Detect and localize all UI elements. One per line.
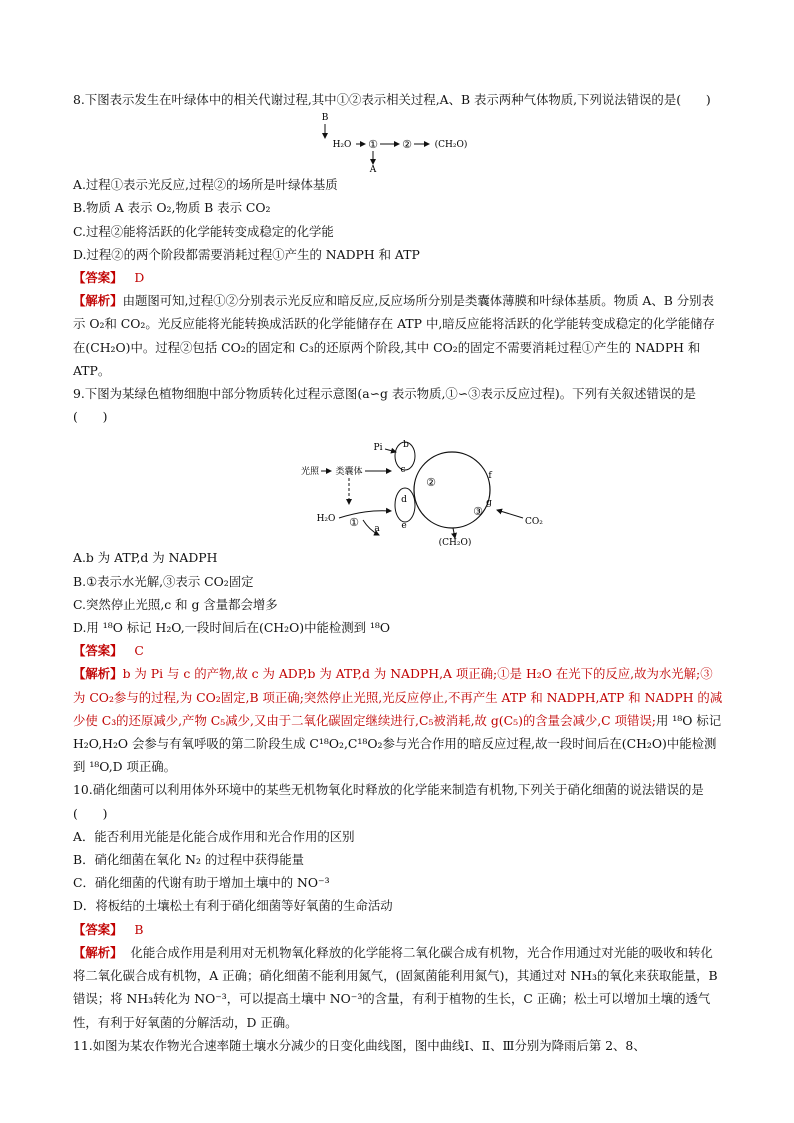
q9-label-c: c [400, 465, 406, 476]
q10-answer [73, 918, 725, 941]
q8-analysis [73, 289, 725, 382]
q9-answer [73, 639, 725, 662]
q9-analysis-red: b 为 Pi 与 c 的产物,故 c 为 ADP,b 为 ATP,d 为 NADPH,A 项正确;①是 H₂O 在光下的反应,故为水光解;③为 CO₂参与的过程,为 CO₂固定,B 项正确;突然停止光照,光反应停止,不再产生 ATP 和 NADPH,ATP 和 NADPH 的减少使 C₃的还原减少,产物 C₅减少,又由于二氧化碳固定继续进行,C₅被消耗,故 g(C₅)的含量会减少,C 项错误; [73, 666, 723, 728]
q10-stem: 10.硝化细菌可以利用体外环境中的某些无机物氧化时释放的化学能来制造有机物,下列关于硝化细菌的说法错误的是( ) [73, 782, 704, 821]
q9-stem: 9.下图为某绿色植物细胞中部分物质转化过程示意图(a∽g 表示物质,①∽③表示反应过程)。下列有关叙述错误的是( ) [73, 386, 697, 425]
q9-label-ch2o: (CH₂O) [438, 538, 472, 547]
q9-option-a: A.b 为 ATP,d 为 NADPH [73, 550, 218, 566]
q8-analysis-text: 由题图可知,过程①②分别表示光反应和暗反应,反应场所分别是类囊体薄膜和叶绿体基质。物质 A、B 分别表示 O₂和 CO₂。光反应能将光能转换成活跃的化学能储存在 ATP 中,暗反应能将活跃的化学能转变成稳定的化学能储存在(CH₂O)中。过程②包括 CO₂的固定和 C₃的还原两个阶段,其中 CO₂的固定不需要消耗过程①产生的 NADPH 和 ATP。 [73, 293, 715, 378]
q8-label-a: A [369, 165, 377, 174]
q10-option-d: D．将板结的土壤松土有利于硝化细菌等好氧菌的生命活动 [73, 898, 393, 914]
q9-analysis [73, 662, 725, 778]
q9-nadph-cycle [395, 488, 415, 522]
q9-label-c3: ③ [473, 505, 483, 519]
q9-label-thylakoid: 类囊体 [335, 467, 363, 478]
q9-arrow-h2o [339, 511, 391, 518]
q8-diagram-svg [73, 111, 725, 173]
q9-diagram [73, 428, 725, 546]
q8-option-a: A.过程①表示光反应,过程②的场所是叶绿体基质 [73, 177, 338, 193]
q9-label-e: e [401, 521, 407, 532]
q9-label-co2: CO₂ [525, 517, 543, 528]
q8-label-c1: ① [368, 138, 378, 152]
q10-option-a: A．能否利用光能是化能合成作用和光合作用的区别 [73, 828, 355, 844]
q8-label-b: B [321, 113, 329, 124]
q9-label-c1: ① [349, 516, 359, 530]
q10-option-b: B．硝化细菌在氧化 N₂ 的过程中获得能量 [73, 852, 305, 868]
q9-arrow-ch2o [453, 528, 455, 538]
q9-label-f: f [488, 471, 492, 482]
q10-analysis-text: 化能合成作用是利用对无机物氧化释放的化学能将二氧化碳合成有机物，光合作用通过对光能的吸收和转化将二氧化碳合成有机物，A 正确；硝化细菌不能利用氮气，(固氮菌能利用氮气)，其通过对 NH₃的氧化来获取能量，B 错误；将 NH₃转化为 NO⁻³，可以提高土壤中 NO⁻³的含量，有利于植物的生长，C 正确；松土可以增加土壤的透气性，有利于好氧菌的分解活动，D 正确。 [73, 944, 718, 1030]
q9-arrow-pi [385, 449, 396, 452]
q9-arrow-co2 [497, 510, 523, 518]
q9-label-c2: ② [426, 476, 436, 490]
q9-option-d: D.用 ¹⁸O 标记 H₂O,一段时间后在(CH₂O)中能检测到 ¹⁸O [73, 620, 391, 636]
q8-diagram [73, 111, 725, 173]
q11-stem: 11.如图为某农作物光合速率随土壤水分减少的日变化曲线图，图中曲线Ⅰ、Ⅱ、Ⅲ分别为降雨后第 2、8、 [73, 1037, 646, 1053]
q9-label-pi: Pi [373, 443, 383, 454]
document-page [73, 88, 725, 1057]
q9-label-h2o: H₂O [316, 514, 336, 525]
q8-stem: 8.下图表示发生在叶绿体中的相关代谢过程,其中①②表示相关过程,A、B 表示两种气体物质,下列说法错误的是( ) [73, 92, 711, 107]
q10-answer-value: B [134, 921, 144, 937]
q8-label-ch2o: (CH₂O) [434, 140, 468, 151]
q10-option-c: C．硝化细菌的代谢有助于增加土壤中的 NO⁻³ [73, 875, 330, 891]
q8-answer-value: D [134, 270, 145, 286]
q8-option-b: B.物质 A 表示 O₂,物质 B 表示 CO₂ [73, 200, 271, 216]
q8-label-c2: ② [402, 138, 412, 152]
q9-label-a: a [374, 524, 380, 535]
q9-answer-value: C [134, 643, 144, 659]
q8-answer-tag: 【答案】 [73, 270, 123, 286]
q10-analysis [73, 941, 725, 1034]
q8-option-c: C.过程②能将活跃的化学能转变成稳定的化学能 [73, 223, 334, 239]
q9-label-g: g [486, 498, 492, 509]
q9-label-light: 光照 [300, 467, 320, 478]
q9-analysis-tag: 【解析】 [73, 666, 123, 682]
q10-answer-tag: 【答案】 [73, 921, 123, 937]
q9-label-b: b [403, 440, 409, 451]
q9-option-c: C.突然停止光照,c 和 g 含量都会增多 [73, 596, 278, 612]
q9-analysis-black: 用 ¹⁸O 标记 H₂O,H₂O 会参与有氧呼吸的第二阶段生成 C¹⁸O₂,C¹⁸O₂参与光合作用的暗反应过程,故一段时间后在(CH₂O)中能检测到 ¹⁸O,D 项正确。 [73, 712, 722, 775]
q9-label-d: d [401, 495, 407, 506]
q8-option-d: D.过程②的两个阶段都需要消耗过程①产生的 NADPH 和 ATP [73, 246, 420, 262]
q9-answer-tag: 【答案】 [73, 643, 123, 659]
q9-diagram-svg [73, 428, 725, 546]
q10-analysis-tag: 【解析】 [73, 944, 123, 960]
q9-option-b: B.①表示水光解,③表示 CO₂固定 [73, 573, 254, 589]
q8-label-h2o: H₂O [332, 140, 352, 151]
q8-answer [73, 266, 725, 289]
q8-analysis-tag: 【解析】 [73, 293, 123, 309]
